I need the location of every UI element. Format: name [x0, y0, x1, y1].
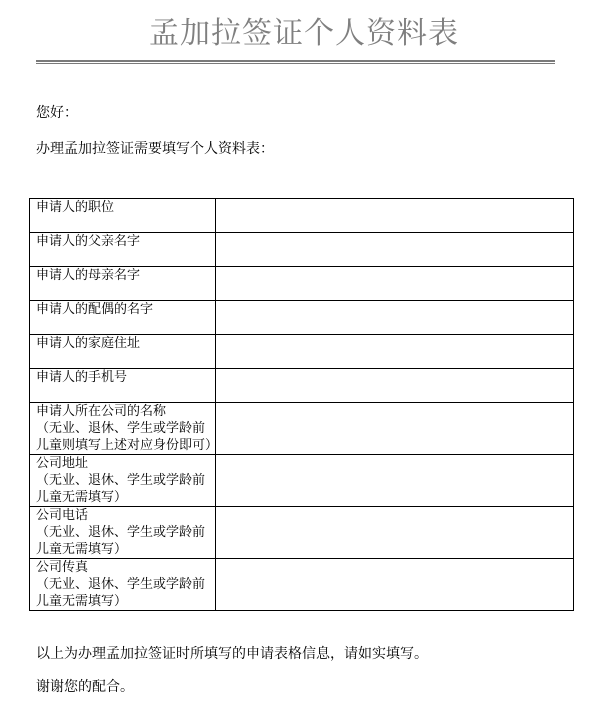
field-value-mother-name[interactable]: [216, 267, 574, 301]
greeting-text: 您好：: [36, 105, 78, 121]
field-value-company-name[interactable]: [216, 403, 574, 455]
field-label-position: [30, 199, 216, 233]
field-label-mobile: [30, 369, 216, 403]
field-label-company-phone: [30, 507, 216, 559]
field-value-position[interactable]: [216, 199, 574, 233]
field-label-father-name: [30, 233, 216, 267]
personal-info-table: [29, 198, 574, 611]
label-text: 申请人的手机号: [36, 370, 128, 385]
table-row: [30, 267, 574, 301]
label-note: （无业、退休、学生或学龄前儿童无需填写）: [36, 473, 206, 505]
field-label-company-name: [30, 403, 219, 455]
field-label-spouse-name: [30, 301, 216, 335]
field-value-spouse-name[interactable]: [216, 301, 574, 335]
label-note: （无业、退休、学生或学龄前儿童无需填写）: [36, 577, 206, 609]
table-row: [30, 335, 574, 369]
label-text: 公司传真: [36, 560, 89, 575]
label-text: 申请人的父亲名字: [36, 234, 141, 249]
field-label-company-fax: [30, 559, 216, 611]
label-text: 公司地址: [36, 456, 89, 471]
field-value-company-fax[interactable]: [216, 559, 574, 611]
document-title: 孟加拉签证个人资料表: [149, 16, 459, 51]
thanks-text: 谢谢您的配合。: [36, 679, 134, 695]
table-row: [30, 403, 574, 455]
label-text: 申请人所在公司的名称: [36, 404, 167, 419]
label-text: 申请人的家庭住址: [36, 336, 141, 351]
label-note: （无业、退休、学生或学龄前儿童无需填写）: [36, 525, 206, 557]
label-text: 公司电话: [36, 508, 89, 523]
table-row: [30, 507, 574, 559]
field-value-company-phone[interactable]: [216, 507, 574, 559]
table-row: [30, 369, 574, 403]
table-row: [30, 559, 574, 611]
field-label-home-address: [30, 335, 216, 369]
field-label-mother-name: [30, 267, 216, 301]
table-row: [30, 233, 574, 267]
intro-text: 办理孟加拉签证需要填写个人资料表：: [36, 141, 274, 157]
label-text: 申请人的配偶的名字: [36, 302, 154, 317]
title-double-rule: [36, 60, 555, 64]
closing-instruction-text: 以上为办理孟加拉签证时所填写的申请表格信息，请如实填写。: [36, 646, 428, 662]
table-row: [30, 199, 574, 233]
field-value-company-address[interactable]: [216, 455, 574, 507]
field-value-home-address[interactable]: [216, 335, 574, 369]
field-label-company-address: [30, 455, 216, 507]
table-row: [30, 301, 574, 335]
field-value-mobile[interactable]: [216, 369, 574, 403]
label-note: （无业、退休、学生或学龄前儿童则填写上述对应身份即可）: [36, 421, 219, 453]
label-text: 申请人的职位: [36, 200, 115, 215]
label-text: 申请人的母亲名字: [36, 268, 141, 283]
field-value-father-name[interactable]: [216, 233, 574, 267]
table-row: [30, 455, 574, 507]
